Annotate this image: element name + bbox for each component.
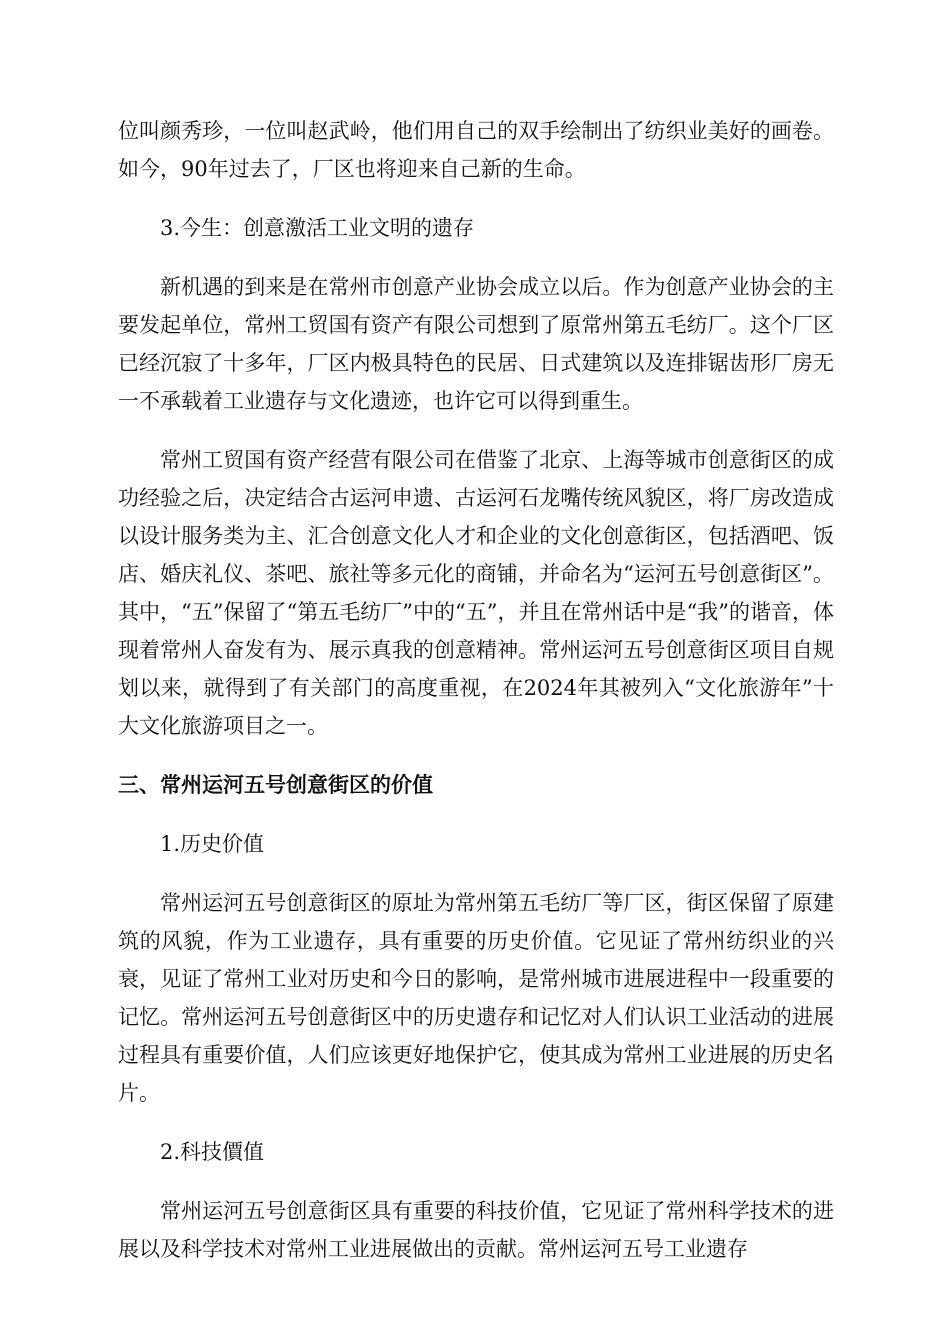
subheading-present-life: 3.今生：创意激活工业文明的遗存 — [160, 216, 475, 240]
paragraph-district-naming: 常州工贸国有资产经营有限公司在借鉴了北京、上海等城市创意街区的成功经验之后，决定结合古运河申遗、古运河石龙嘴传统风貌区，将厂房改造成以设计服务类为主、汇合创意文化人才和企业的文化创意街区，包括酒吧、饭店、婚庆礼仪、茶吧、旅社等多元化的商铺，并命名为“运河五号创意街区”。其中，“五”保留了“第五毛纺厂”中的“五”，并且在常州话中是“我”的谐音，体现着常州人奋发有为、展示真我的创意精神。常州运河五号创意街区项目自规划以来，就得到了有关部门的高度重视，在2024年其被列入“文化旅游年”十大文化旅游项目之一。 — [118, 448, 834, 738]
paragraph-historical-value: 常州运河五号创意街区的原址为常州第五毛纺厂等厂区，街区保留了原建筑的风貌，作为工业遗存，具有重要的历史价值。它见证了常州纺织业的兴衰，见证了常州工业对历史和今日的影响，是常州城市进展进程中一段重要的记忆。常州运河五号创意街区中的历史遗存和记忆对人们认识工业活动的进展过程具有重要价值，人们应该更好地保护它，使其成为常州工业进展的历史名片。 — [118, 891, 834, 1105]
document-page — [118, 112, 834, 1289]
paragraph-continuation: 位叫颜秀珍，一位叫赵武岭，他们用自己的双手绘制出了纺织业美好的画卷。如今，90年过去了，厂区也将迎来自己新的生命。 — [118, 119, 834, 181]
subheading-historical-value: 1.历史价值 — [160, 832, 265, 856]
paragraph-new-opportunity: 新机遇的到来是在常州市创意产业协会成立以后。作为创意产业协会的主要发起单位，常州工贸国有资产有限公司想到了原常州第五毛纺厂。这个厂区已经沉寂了十多年，厂区内极具特色的民居、日式建筑以及连排锯齿形厂房无一不承载着工业遗存与文化遗迹，也许它可以得到重生。 — [118, 275, 834, 413]
subheading-technology-value: 2.科技價值 — [160, 1140, 265, 1164]
paragraph-technology-value: 常州运河五号创意街区具有重要的科技价值，它见证了常州科学技术的进展以及科学技术对常州工业进展做出的贡献。常州运河五号工业遗存 — [118, 1199, 834, 1261]
section-heading-value: 三、常州运河五号创意街区的价值 — [118, 773, 433, 797]
